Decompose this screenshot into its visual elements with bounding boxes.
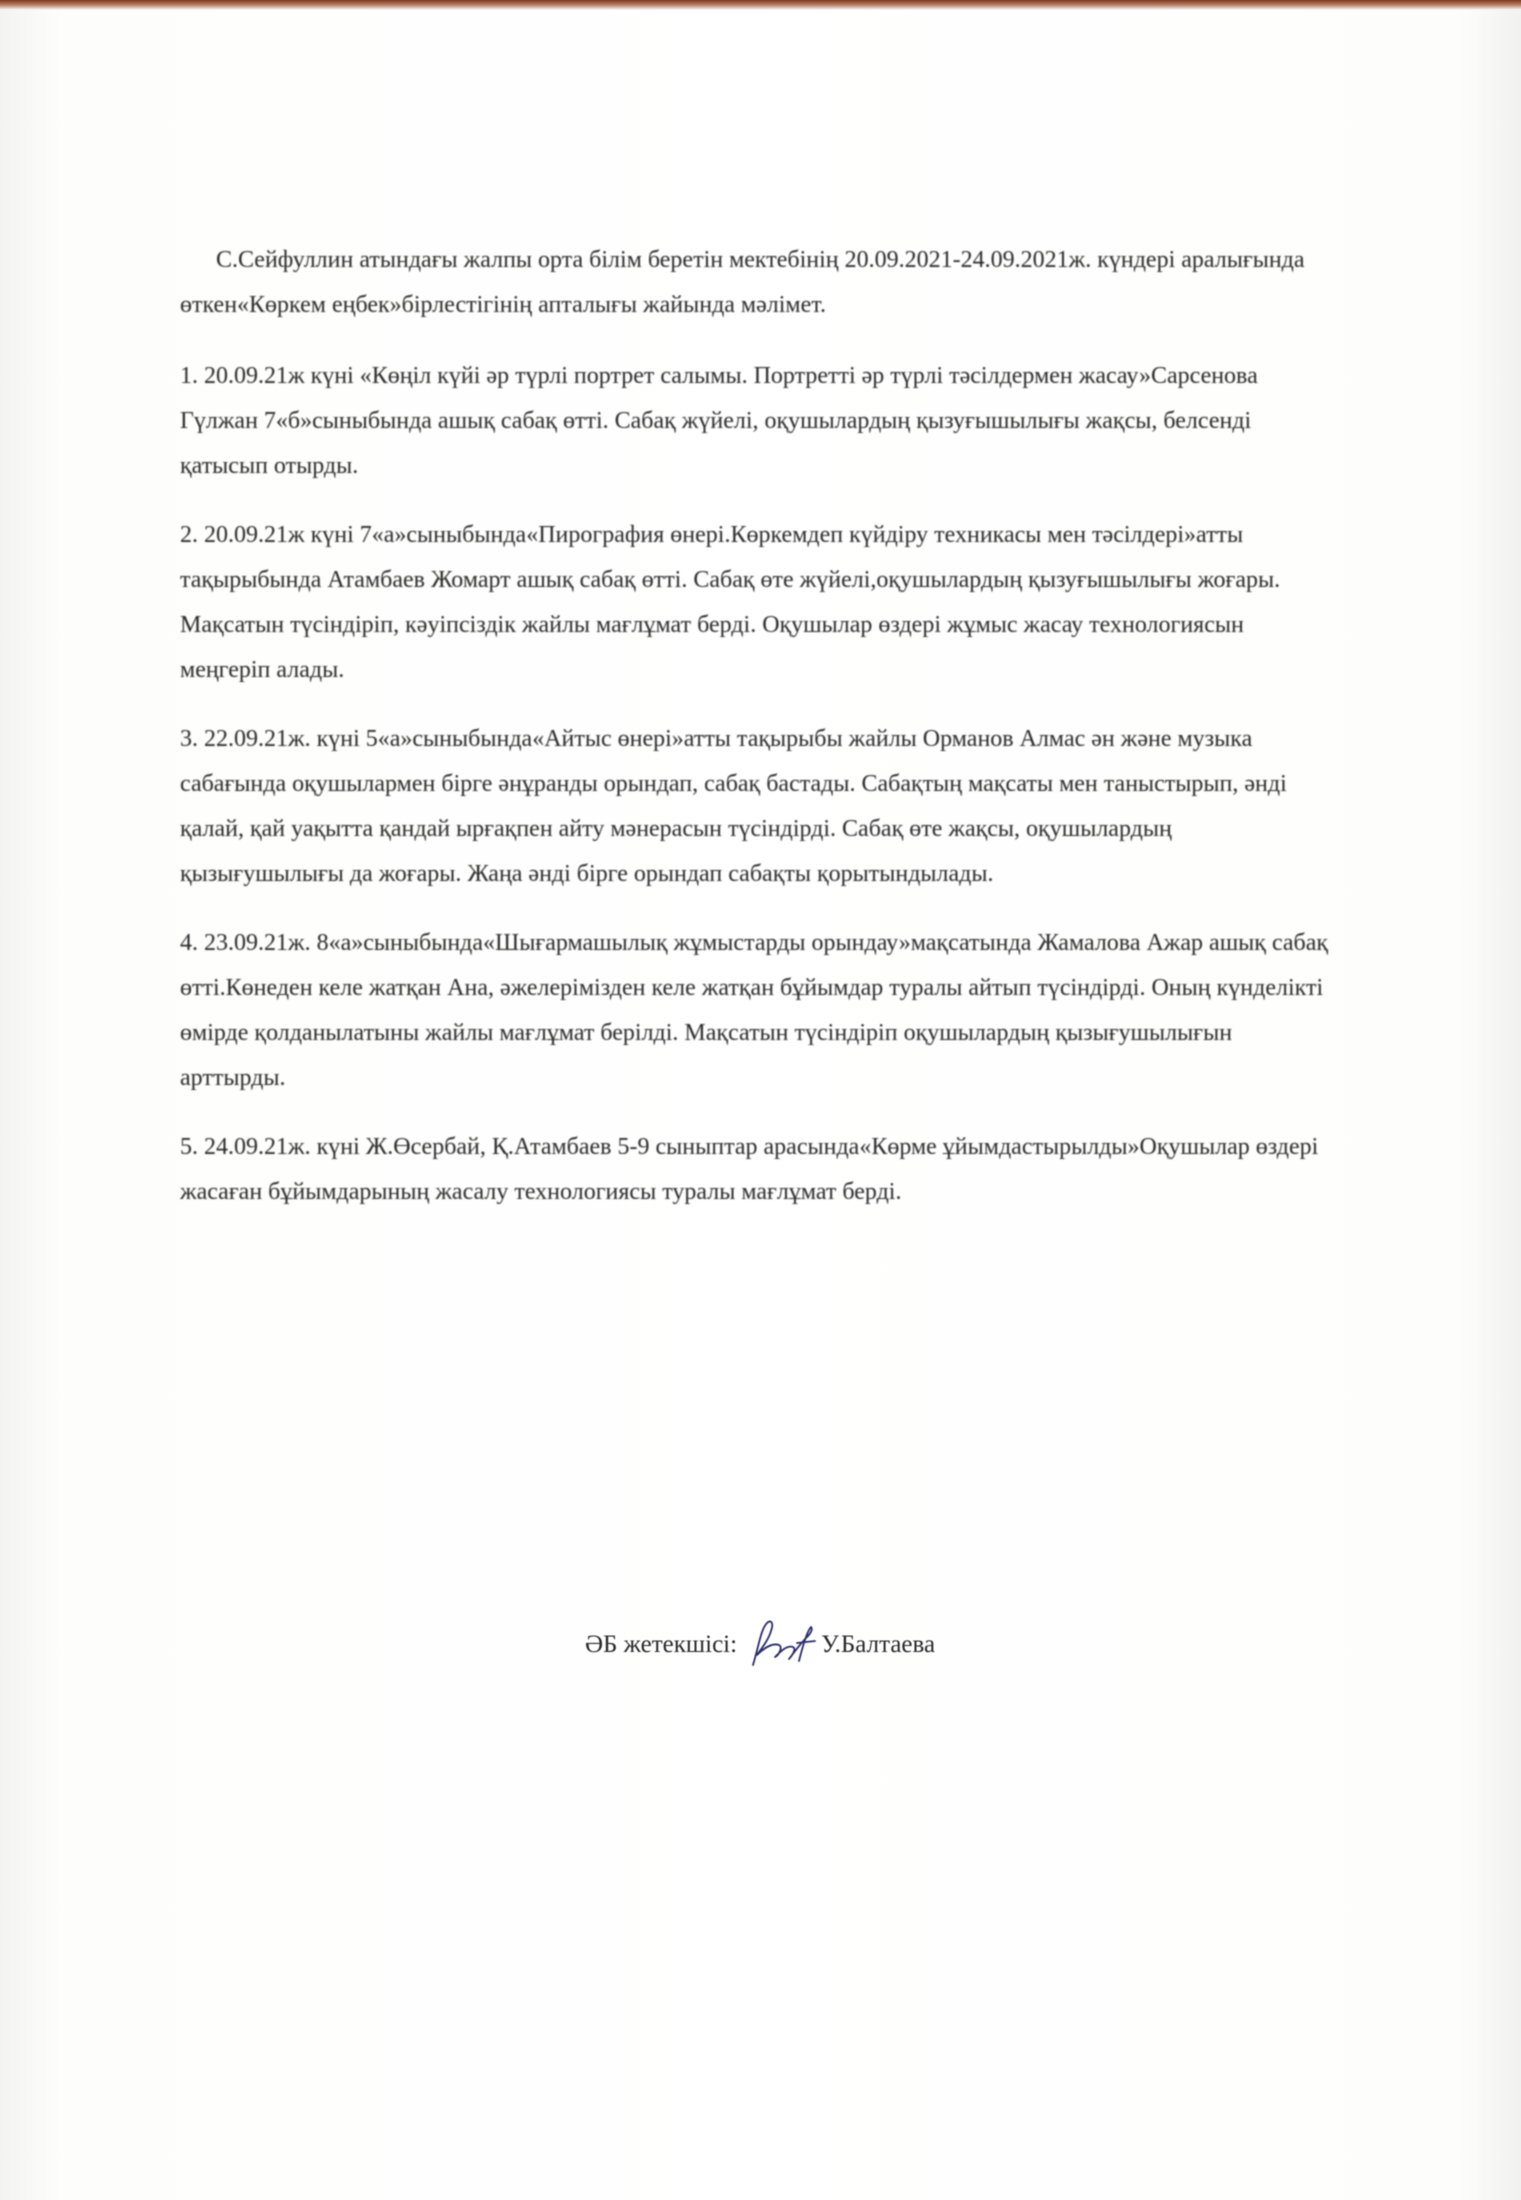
handwritten-signature [741,1615,819,1675]
signature-block [585,1615,935,1675]
document-body [180,238,1330,1239]
list-item: 5. 24.09.21ж. күні Ж.Өсербай, Қ.Атамбаев 5-9 сыныптар арасында«Көрме ұйымдастырылды»Оқушылар өздері жасаған бұйымдарының жасалу технологиясы туралы мағлұмат берді. [180,1134,1319,1205]
list-item: 2. 20.09.21ж күні 7«а»сыныбында«Пирография өнері.Көркемдеп күйдіру техникасы мен тәсілдері»атты тақырыбында Атамбаев Жомарт ашық сабақ өтті. Сабақ өте жүйелі,оқушылардың қызуғышылығы жоғары. Мақсатын түсіндіріп, кәуіпсіздік жайлы мағлұмат берді. Оқушылар өздері жұмыс жасау технологиясын меңгеріп алады. [180,522,1281,683]
document-page [0,10,1521,2200]
signature-role: ӘБ жетекшісі: [585,1631,738,1658]
list-item: 1. 20.09.21ж күні «Көңіл күйі әр түрлі портрет салымы. Портретті әр түрлі тәсілдермен жасау»Сарсенова Гүлжан 7«б»сыныбында ашық сабақ өтті. Сабақ жүйелі, оқушылардың қызуғышылығы жақсы, белсенді қатысып отырды. [180,363,1258,479]
document-heading: С.Сейфуллин атындағы жалпы орта білім беретін мектебінің 20.09.2021-24.09.2021ж. күндері аралығында өткен«Көркем еңбек»бірлестігінің апталығы жайында мәлімет. [180,247,1305,318]
photo-top-edge [0,0,1521,10]
list-item: 4. 23.09.21ж. 8«а»сыныбында«Шығармашылық жұмыстарды орындау»мақсатында Жамалова Ажар ашық сабақ өтті.Көнеден келе жатқан Ана, әжелерімізден келе жатқан бұйымдар туралы айтып түсіндірді. Оның күнделікті өмірде қолданылатыны жайлы мағлұмат берілді. Мақсатын түсіндіріп оқушылардың қызығушылығын арттырды. [180,930,1329,1091]
signature-name: У.Балтаева [821,1631,936,1658]
list-item: 3. 22.09.21ж. күні 5«а»сыныбында«Айтыс өнері»атты тақырыбы жайлы Орманов Алмас ән және музыка сабағында оқушылармен бірге әнұранды орындап, сабақ бастады. Сабақтың мақсаты мен таныстырып, әнді қалай, қай уақытта қандай ырғақпен айту мәнерасын түсіндірді. Сабақ өте жақсы, оқушылардың қызығушылығы да жоғары. Жаңа әнді бірге орындап сабақты қорытындылады. [180,726,1287,887]
